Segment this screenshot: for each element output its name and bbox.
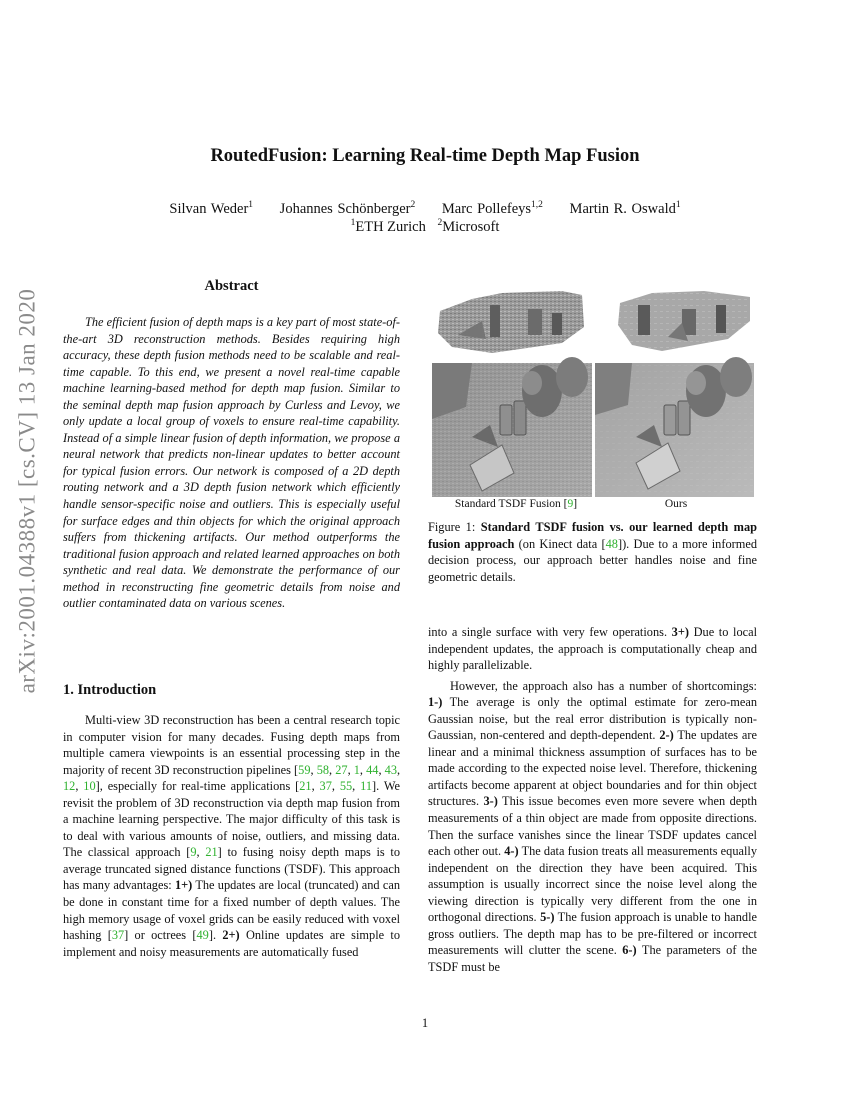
text-run: into a single surface with very few operations. bbox=[428, 625, 672, 639]
figure-label-ours: Ours bbox=[664, 498, 688, 510]
bold-enumerator: 5-) bbox=[540, 910, 555, 925]
caption-text: ]). Due to a more informed decision process, our approach better handles noise and fine geometric details. bbox=[428, 536, 757, 584]
citation-link[interactable]: 1 bbox=[353, 762, 360, 777]
abstract-text: The efficient fusion of depth maps is a key part of most state-of-the-art 3D reconstruction methods. Besides requiring high accuracy, these depth fusion methods need to be scalable and real-time capable. To this end, we present a novel real-time capable machine learning-based method for depth map fusion. Similar to the seminal depth map fusion approach by Curless and Levoy, we only update a local group of voxels to ensure real-time capability. Instead of a simple linear fusion of depth information, we propose a neural network that predicts non-linear updates to better account for typical fusion errors. Our network is composed of a 2D depth routing network and a 3D depth fusion network which efficiently handle sensor-specific noise and outliers. This is especially useful for surface edges and thin objects for which the original approach suffers from thickening artifacts. Our method outperforms the traditional fusion approach and related learned approaches on both synthetic and real data. We demonstrate the performance of our method in reconstructing fine geometric details from noise and outlier contaminated data on various scenes. bbox=[63, 315, 400, 611]
text-run: This issue becomes even more severe when depth measurements of a thin object are made from opposite directions. Then the surface vanishes since the linear TSDF updates cancel each other out. bbox=[428, 794, 757, 859]
author-name: Silvan Weder bbox=[169, 201, 249, 217]
paragraph bbox=[428, 624, 757, 674]
figure-label-bracket: ] bbox=[573, 498, 578, 510]
author-affiliation-mark: 1,2 bbox=[531, 200, 543, 210]
affiliation-name: ETH Zurich bbox=[355, 219, 426, 235]
figure-label-text: Standard TSDF Fusion [ bbox=[454, 498, 568, 510]
bold-enumerator: 2-) bbox=[659, 728, 674, 743]
caption-prefix: Figure 1: bbox=[428, 520, 481, 534]
citation-link[interactable]: 12 bbox=[63, 779, 76, 794]
citation-link[interactable]: 37 bbox=[111, 928, 125, 943]
text-run: The updates are linear and a minimal thickness assumption of surfaces has to be made according to the expected noise level. Therefore, thickening artifacts become apparent at object boundaries and for thin object structures. bbox=[428, 728, 757, 809]
introduction-text bbox=[63, 712, 400, 960]
text-run: , bbox=[359, 762, 367, 777]
citation-link[interactable]: 27 bbox=[335, 762, 348, 777]
author-name: Marc Pollefeys bbox=[441, 201, 532, 217]
text-run: , bbox=[331, 779, 340, 794]
bold-enumerator: 4-) bbox=[504, 844, 519, 859]
text-run: , bbox=[378, 762, 385, 777]
figure-label-standard-tsdf bbox=[436, 498, 596, 510]
text-run: ] to fusing noisy depth maps is to average truncated signed distance functions (TSDF). This approach has many advantages: bbox=[63, 845, 400, 893]
citation-link[interactable]: 59 bbox=[298, 762, 311, 777]
text-run: ], especially for real-time applications [ bbox=[95, 779, 300, 794]
affiliation-mark: 2 bbox=[437, 218, 443, 228]
paragraph bbox=[428, 678, 757, 976]
citation-link[interactable]: 37 bbox=[319, 779, 332, 794]
author-name: Martin R. Oswald bbox=[569, 201, 676, 217]
text-run: The parameters of the TSDF must be bbox=[428, 943, 757, 974]
bold-enumerator: 3+) bbox=[671, 625, 689, 639]
text-run: The fusion approach is unable to handle gross outliers. The depth map has to be pre-filtered or incorrect measurements will clutter the scene. bbox=[428, 910, 757, 958]
page-number: 1 bbox=[421, 1016, 429, 1030]
figure-1 bbox=[432, 287, 754, 497]
text-run: , bbox=[196, 845, 206, 860]
author-list bbox=[0, 201, 850, 218]
text-run: , bbox=[396, 762, 401, 777]
bold-enumerator: 6-) bbox=[622, 943, 637, 958]
ours-overview-render bbox=[618, 291, 750, 351]
author-affiliation-mark: 1 bbox=[248, 200, 254, 210]
text-run: ] or octrees [ bbox=[124, 928, 197, 943]
citation-link[interactable]: 43 bbox=[384, 762, 397, 777]
tsdf-closeup-render bbox=[432, 357, 592, 497]
affiliation bbox=[437, 219, 499, 235]
caption-bold: Standard TSDF fusion vs. our learned depth map fusion approach bbox=[428, 520, 757, 551]
author-affiliation-mark: 1 bbox=[675, 200, 681, 210]
figure-1-caption bbox=[428, 519, 757, 585]
citation-link[interactable]: 48 bbox=[605, 536, 618, 551]
bold-enumerator: 1-) bbox=[428, 695, 443, 710]
text-run: , bbox=[311, 779, 320, 794]
citation-link[interactable]: 49 bbox=[196, 928, 209, 943]
citation-link[interactable]: 9 bbox=[567, 498, 574, 510]
citation-link[interactable]: 58 bbox=[316, 762, 330, 777]
citation-link[interactable]: 10 bbox=[83, 779, 96, 794]
arxiv-stamp bbox=[2, 288, 52, 694]
arxiv-stamp-text: arXiv:2001.04388v1 [cs.CV] 13 Jan 2020 bbox=[14, 288, 40, 694]
bold-enumerator: 2+) bbox=[222, 928, 240, 943]
text-run: , bbox=[75, 779, 84, 794]
text-run: Multi-view 3D reconstruction has been a central research topic in computer vision for many decades. Fusing depth maps from multiple camera viewpoints is an essential processing step in the majority of recent 3D reconstruction pipelines [ bbox=[63, 713, 400, 777]
author bbox=[442, 201, 543, 217]
text-run: Due to local independent updates, the approach is computationally cheap and highly parallelizable. bbox=[428, 625, 757, 673]
text-run: , bbox=[310, 762, 317, 777]
affiliation-list bbox=[0, 219, 850, 236]
text-run: , bbox=[347, 762, 354, 777]
affiliation bbox=[351, 219, 426, 235]
author-affiliation-mark: 2 bbox=[410, 200, 416, 210]
citation-link[interactable]: 55 bbox=[339, 779, 353, 794]
text-run: Online updates are simple to implement and noisy measurements are automatically fused bbox=[63, 928, 400, 959]
citation-link[interactable]: 44 bbox=[366, 762, 379, 777]
citation-link[interactable]: 9 bbox=[190, 845, 197, 860]
author bbox=[169, 201, 253, 217]
text-run: The average is only the optimal estimate for zero-mean Gaussian noise, but the real error distribution is typically non-Gaussian, non-centered and depth-dependent. bbox=[428, 695, 757, 743]
citation-link[interactable]: 21 bbox=[299, 779, 312, 794]
text-run: ]. We revisit the problem of 3D reconstruction via depth map fusion from a machine learning perspective. The major difficulty of this task is to deal with various amounts of noise, outliers, and missing data. The classical approach [ bbox=[63, 779, 400, 860]
bold-enumerator: 1+) bbox=[174, 878, 193, 893]
figure-1-image bbox=[432, 287, 754, 497]
paper-title: RoutedFusion: Learning Real-time Depth Map Fusion bbox=[210, 146, 640, 166]
abstract-heading: Abstract bbox=[204, 278, 259, 294]
tsdf-overview-render bbox=[438, 291, 584, 353]
affiliation-mark: 1 bbox=[350, 218, 356, 228]
text-run: However, the approach also has a number of shortcomings: bbox=[450, 678, 757, 693]
bold-enumerator: 3-) bbox=[483, 794, 498, 809]
text-run: The data fusion treats all measurements equally independent on the direction they have been acquired. This assumption is usually incorrect since the noise level along the viewing direction is typically very different from the one in orthogonal directions. bbox=[428, 844, 758, 925]
text-run: , bbox=[329, 762, 336, 777]
text-run: The updates are local (truncated) and can be done in constant time for a fixed number of depth values. The high memory usage of voxel grids can be easily reduced with voxel hashing [ bbox=[63, 878, 400, 943]
section-heading-introduction: 1. Introduction bbox=[63, 682, 157, 698]
caption-text: (on Kinect data [ bbox=[514, 536, 606, 551]
author bbox=[570, 201, 681, 217]
author bbox=[280, 201, 416, 217]
citation-link[interactable]: 11 bbox=[360, 779, 373, 794]
text-run: ]. bbox=[208, 928, 223, 943]
right-column-text bbox=[428, 624, 757, 975]
affiliation-name: Microsoft bbox=[442, 219, 500, 235]
citation-link[interactable]: 21 bbox=[205, 845, 218, 860]
author-name: Johannes Schönberger bbox=[279, 201, 411, 217]
text-run: , bbox=[352, 779, 361, 794]
ours-closeup-render bbox=[595, 357, 754, 497]
